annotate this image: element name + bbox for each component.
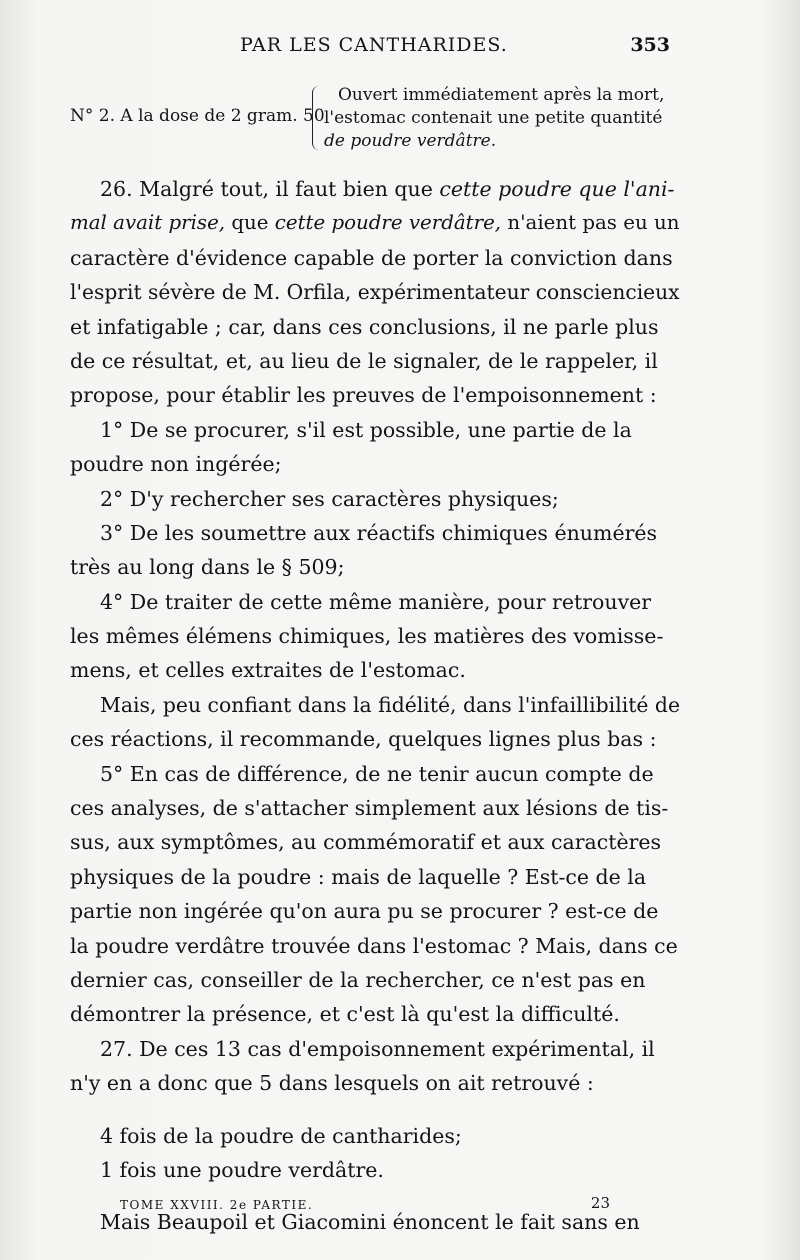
text-run: propose, pour établir les preuves de l'empoisonnement : <box>70 383 657 408</box>
text-line <box>70 482 680 516</box>
text-line <box>70 1032 680 1066</box>
note-line: Ouvert immédiatement après la mort, <box>338 85 665 105</box>
text-line <box>70 722 680 756</box>
text-run: physiques de la poudre : mais de laquelle ? Est-ce de la <box>70 864 647 889</box>
text-line <box>70 585 680 619</box>
text-run: sus, aux symptômes, au commémoratif et aux caractères <box>70 830 662 855</box>
text-line <box>70 172 680 206</box>
text-line <box>70 825 680 859</box>
text-run: dernier cas, conseiller de la rechercher, ce n'est pas en <box>70 967 646 992</box>
text-run: 1 fois une poudre verdâtre. <box>100 1157 384 1182</box>
text-run: démontrer la présence, et c'est là qu'est la difficulté. <box>70 1002 620 1027</box>
text-run: 5° En cas de différence, de ne tenir aucun compte de <box>100 761 654 786</box>
text-run: n'y en a donc que 5 dans lesquels on ait retrouvé : <box>70 1071 594 1096</box>
sheet-number: 23 <box>590 1194 610 1212</box>
text-line <box>70 688 680 722</box>
text-run: 3° De les soumettre aux réactifs chimiques énumérés <box>100 520 658 545</box>
text-run: que <box>225 211 275 235</box>
volume-signature: TOME XXVIII. 2e PARTIE. <box>120 1198 314 1212</box>
text-line <box>70 929 680 963</box>
text-line <box>70 619 680 653</box>
text-line <box>70 1119 680 1153</box>
text-line <box>70 344 680 378</box>
text-run: caractère d'évidence capable de porter la conviction dans <box>70 245 673 270</box>
running-head <box>70 34 670 60</box>
text-run: très au long dans le § 509; <box>70 555 345 580</box>
text-run: ces analyses, de s'attacher simplement aux lésions de tis- <box>70 796 669 821</box>
text-line <box>70 275 680 309</box>
text-line <box>70 1066 680 1100</box>
brace-icon <box>312 86 319 150</box>
note-line: de poudre verdâtre. <box>324 131 497 151</box>
text-line <box>70 447 680 481</box>
text-line <box>70 757 680 791</box>
text-line <box>70 241 680 275</box>
page-number: 353 <box>630 34 670 56</box>
text-run: la poudre verdâtre trouvée dans l'estomac ? Mais, dans ce <box>70 933 678 958</box>
paragraph-gap <box>70 1101 680 1119</box>
italic-text: cette poudre que l'ani- <box>439 177 675 201</box>
text-line <box>70 206 680 240</box>
text-line <box>70 1153 680 1187</box>
text-run: 4° De traiter de cette même manière, pour retrouver <box>100 589 652 614</box>
text-run: l'esprit sévère de M. Orfila, expérimentateur consciencieux <box>70 280 680 305</box>
text-line <box>70 860 680 894</box>
text-line <box>70 516 680 550</box>
text-run: ces réactions, il recommande, quelques lignes plus bas : <box>70 727 657 752</box>
text-run: de ce résultat, et, au lieu de le signaler, de le rappeler, il <box>70 348 658 373</box>
text-run: 2° D'y rechercher ses caractères physiques; <box>100 486 559 511</box>
text-line <box>70 963 680 997</box>
text-run: 26. Malgré tout, il faut bien que <box>100 177 440 201</box>
experiment-note <box>70 84 670 154</box>
page-footer <box>120 1194 610 1222</box>
text-run: mens, et celles extraites de l'estomac. <box>70 658 466 683</box>
text-line <box>70 894 680 928</box>
text-line <box>70 378 680 412</box>
text-line <box>70 550 680 584</box>
text-run: les mêmes élémens chimiques, les matières des vomisse- <box>70 624 664 649</box>
text-run: Mais, peu confiant dans la fidélité, dans l'infaillibilité de <box>100 692 680 717</box>
text-run: Mais Beaupoil et Giacomini énoncent le fait sans en <box>100 1210 640 1235</box>
italic-text: mal avait prise, <box>70 211 226 235</box>
italic-text: cette poudre verdâtre, <box>274 211 502 235</box>
text-line <box>70 653 680 687</box>
text-run: et infatigable ; car, dans ces conclusions, il ne parle plus <box>70 314 659 339</box>
text-line <box>70 310 680 344</box>
note-description <box>324 84 664 153</box>
text-run: 1° De se procurer, s'il est possible, une partie de la <box>100 417 632 442</box>
text-run: poudre non ingérée; <box>70 452 282 477</box>
text-line <box>70 791 680 825</box>
text-run: n'aient pas eu un <box>501 211 680 235</box>
note-dose-label: N° 2. A la dose de 2 gram. 50 <box>70 106 325 126</box>
text-run: 4 fois de la poudre de cantharides; <box>100 1123 462 1148</box>
text-run: partie non ingérée qu'on aura pu se procurer ? est-ce de <box>70 899 659 924</box>
text-run: 27. De ces 13 cas d'empoisonnement expérimental, il <box>100 1036 655 1061</box>
text-line <box>70 413 680 447</box>
body-text <box>70 172 680 1240</box>
running-title: PAR LES CANTHARIDES. <box>240 34 508 56</box>
note-line: l'estomac contenait une petite quantité <box>324 108 663 128</box>
text-line <box>70 997 680 1031</box>
